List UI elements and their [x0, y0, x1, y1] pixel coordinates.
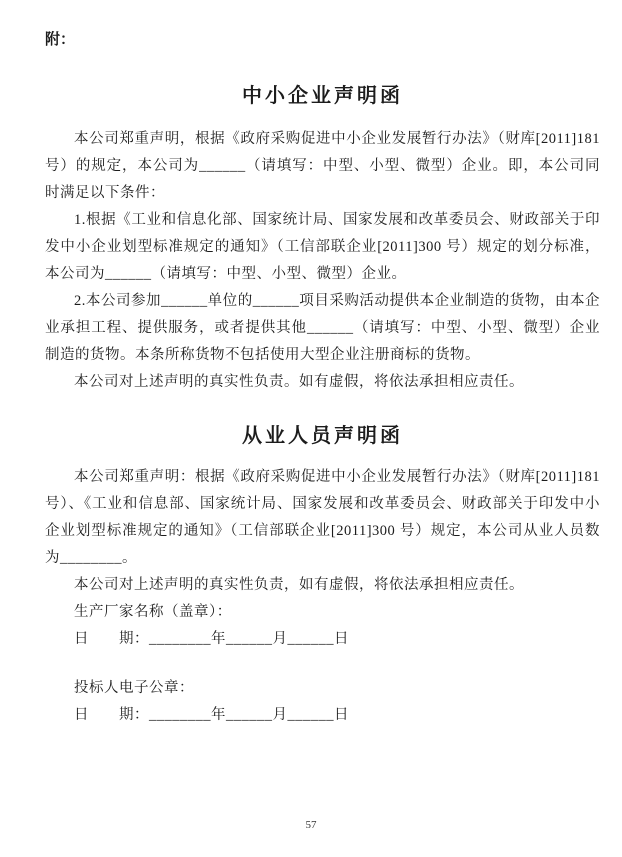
date-line-manufacturer: 日 期：________年______月______日 — [74, 631, 349, 647]
employee-declaration-title: 从业人员声明函 — [242, 425, 403, 447]
employee-declaration-liability-statement: 本公司对上述声明的真实性负责，如有虚假，将依法承担相应责任。 — [74, 577, 524, 593]
manufacturer-name-label: 生产厂家名称（盖章）： — [74, 604, 232, 620]
sme-declaration-title: 中小企业声明函 — [242, 85, 403, 107]
page-number: 57 — [305, 819, 317, 831]
sme-declaration-intro-paragraph: 本公司郑重声明，根据《政府采购促进中小企业发展暂行办法》（财库[2011]181号）的规定，本公司为______（请填写：中型、小型、微型）企业。即，本公司同时满足以下条件： — [45, 131, 600, 201]
bidder-electronic-seal-label: 投标人电子公章： — [74, 680, 194, 696]
employee-declaration-intro-paragraph: 本公司郑重声明：根据《政府采购促进中小企业发展暂行办法》（财库[2011]181号）、《工业和信息部、国家统计局、国家发展和改革委员会、财政部关于印发中小企业划型标准规定的通知》（工信部联企业[2011]300 号）规定，本公司从业人员数为________。 — [45, 469, 600, 566]
sme-declaration-liability-statement: 本公司对上述声明的真实性负责。如有虚假，将依法承担相应责任。 — [74, 374, 524, 390]
attachment-label: 附： — [45, 32, 76, 48]
sme-declaration-condition-2: 2.本公司参加______单位的______项目采购活动提供本企业制造的货物，由本企业承担工程、提供服务，或者提供其他______（请填写：中型、小型、微型）企业制造的货物。本条所称货物不包括使用大型企业注册商标的货物。 — [45, 293, 600, 363]
blank-spacer — [45, 653, 600, 675]
sme-declaration-condition-1: 1.根据《工业和信息化部、国家统计局、国家发展和改革委员会、财政部关于印发中小企业划型标准规定的通知》（工信部联企业[2011]300 号）规定的划分标准，本公司为______（请填写：中型、小型、微型）企业。 — [45, 212, 600, 282]
date-line-bidder: 日 期：________年______月______日 — [74, 707, 349, 723]
